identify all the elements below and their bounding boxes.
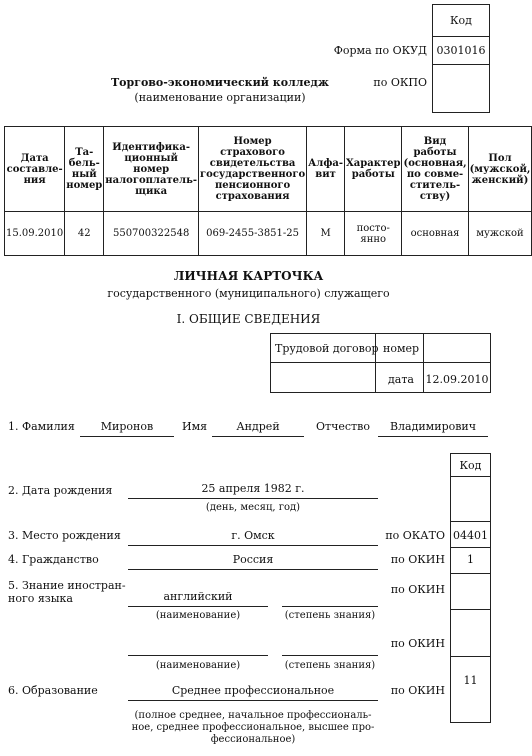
education-caption-1: (полное среднее, начальное профессиональ- — [134, 710, 372, 721]
form-okud-value: 0301016 — [436, 44, 486, 57]
codes-divider-1 — [450, 476, 491, 477]
cell-work-character: посто-янно — [345, 212, 402, 256]
patronymic-line — [378, 436, 488, 437]
card-title: ЛИЧНАЯ КАРТОЧКА — [173, 269, 324, 283]
personnel-table — [4, 126, 532, 256]
first-name-value: Андрей — [236, 420, 280, 433]
first-name-line — [212, 436, 304, 437]
org-caption: (наименование организации) — [134, 91, 306, 104]
okato-label: по ОКАТО — [385, 529, 445, 542]
contract-date-value: 12.09.2010 — [425, 373, 489, 386]
birth-date-label: 2. Дата рождения — [8, 484, 113, 497]
okpo-label: по ОКПО — [373, 76, 427, 89]
citizenship-code: 1 — [467, 553, 474, 566]
citizenship-okin-label: по ОКИН — [390, 553, 445, 566]
language-name-line — [128, 606, 268, 607]
language-value: английский — [163, 590, 233, 603]
education-code: 11 — [463, 674, 478, 687]
language-okin-label: по ОКИН — [390, 583, 445, 596]
header-date: Дата составле-ния — [5, 127, 65, 212]
cell-date: 15.09.2010 — [5, 212, 65, 256]
header-tab-number: Та-бель-ный номер — [65, 127, 104, 212]
birth-place-line — [128, 545, 378, 546]
education-value: Среднее профессиональное — [171, 684, 335, 697]
header-snils: Номер страхового свидетельства государственного пенсионного страхования — [199, 127, 307, 212]
patronymic-value: Владимирович — [389, 420, 477, 433]
contract-number-label: номер — [383, 342, 420, 355]
card-subtitle: государственного (муниципального) служащего — [107, 287, 390, 300]
language-2-okin-label: по ОКИН — [390, 637, 445, 650]
form-okud-label: Форма по ОКУД — [333, 44, 427, 57]
okud-code-divider — [432, 36, 490, 37]
code-header-2: Код — [459, 459, 482, 472]
citizenship-label: 4. Гражданство — [8, 553, 99, 566]
surname-label: 1. Фамилия — [8, 420, 75, 433]
codes-divider-6 — [450, 656, 491, 657]
birth-date-line — [128, 498, 378, 499]
birth-date-caption: (день, месяц, год) — [205, 502, 301, 513]
surname-value: Миронов — [100, 420, 154, 433]
org-name: Торгово-экономический колледж — [111, 76, 329, 89]
birth-place-label: 3. Место рождения — [8, 529, 121, 542]
contract-label: Трудовой договор — [275, 342, 379, 355]
education-caption-2: ное, среднее профессиональное, высшее про- — [131, 722, 375, 733]
cell-tab-number: 42 — [65, 212, 104, 256]
header-alphabet: Алфа-вит — [307, 127, 345, 212]
contract-box-divider — [270, 362, 491, 363]
language-level-caption: (степень знания) — [284, 610, 376, 621]
cell-work-type: основная — [402, 212, 468, 256]
okato-value: 04401 — [453, 529, 488, 542]
education-label: 6. Образование — [8, 684, 98, 697]
cell-inn: 550700322548 — [104, 212, 199, 256]
education-okin-label: по ОКИН — [390, 684, 445, 697]
education-line — [128, 700, 378, 701]
language-label-line-2: ного языка — [8, 592, 73, 605]
language-2-name-line — [128, 655, 268, 656]
cell-gender: мужской — [468, 212, 532, 256]
language-level-line — [282, 606, 378, 607]
header-work-type: Вид работы (основная, по совме-ститель-ству) — [402, 127, 468, 212]
header-work-character: Характер работы — [345, 127, 402, 212]
citizenship-value: Россия — [232, 553, 274, 566]
section-title: I. ОБЩИЕ СВЕДЕНИЯ — [176, 312, 321, 326]
contract-date-label: дата — [388, 373, 414, 386]
codes-divider-5 — [450, 609, 491, 610]
code-header: Код — [450, 14, 472, 27]
header-gender: Пол (мужской, женский) — [468, 127, 532, 212]
first-name-label: Имя — [182, 420, 208, 433]
citizenship-line — [128, 569, 378, 570]
language-name-caption: (наименование) — [155, 610, 241, 621]
birth-place-value: г. Омск — [231, 529, 275, 542]
education-caption-3: фессиональное) — [210, 734, 296, 745]
codes-divider-2 — [450, 521, 491, 522]
language-2-level-caption: (степень знания) — [284, 660, 376, 671]
patronymic-label: Отчество — [316, 420, 370, 433]
language-2-level-line — [282, 655, 378, 656]
language-2-name-caption: (наименование) — [155, 660, 241, 671]
cell-alphabet: М — [307, 212, 345, 256]
codes-divider-3 — [450, 547, 491, 548]
language-label-line-1: 5. Знание иностран- — [8, 579, 126, 592]
surname-line — [80, 436, 174, 437]
codes-divider-4 — [450, 573, 491, 574]
okpo-code-divider — [432, 64, 490, 65]
cell-snils: 069-2455-3851-25 — [199, 212, 307, 256]
header-inn: Идентифика-ционный номер налогоплатель-щика — [104, 127, 199, 212]
birth-date-value: 25 апреля 1982 г. — [201, 482, 305, 495]
